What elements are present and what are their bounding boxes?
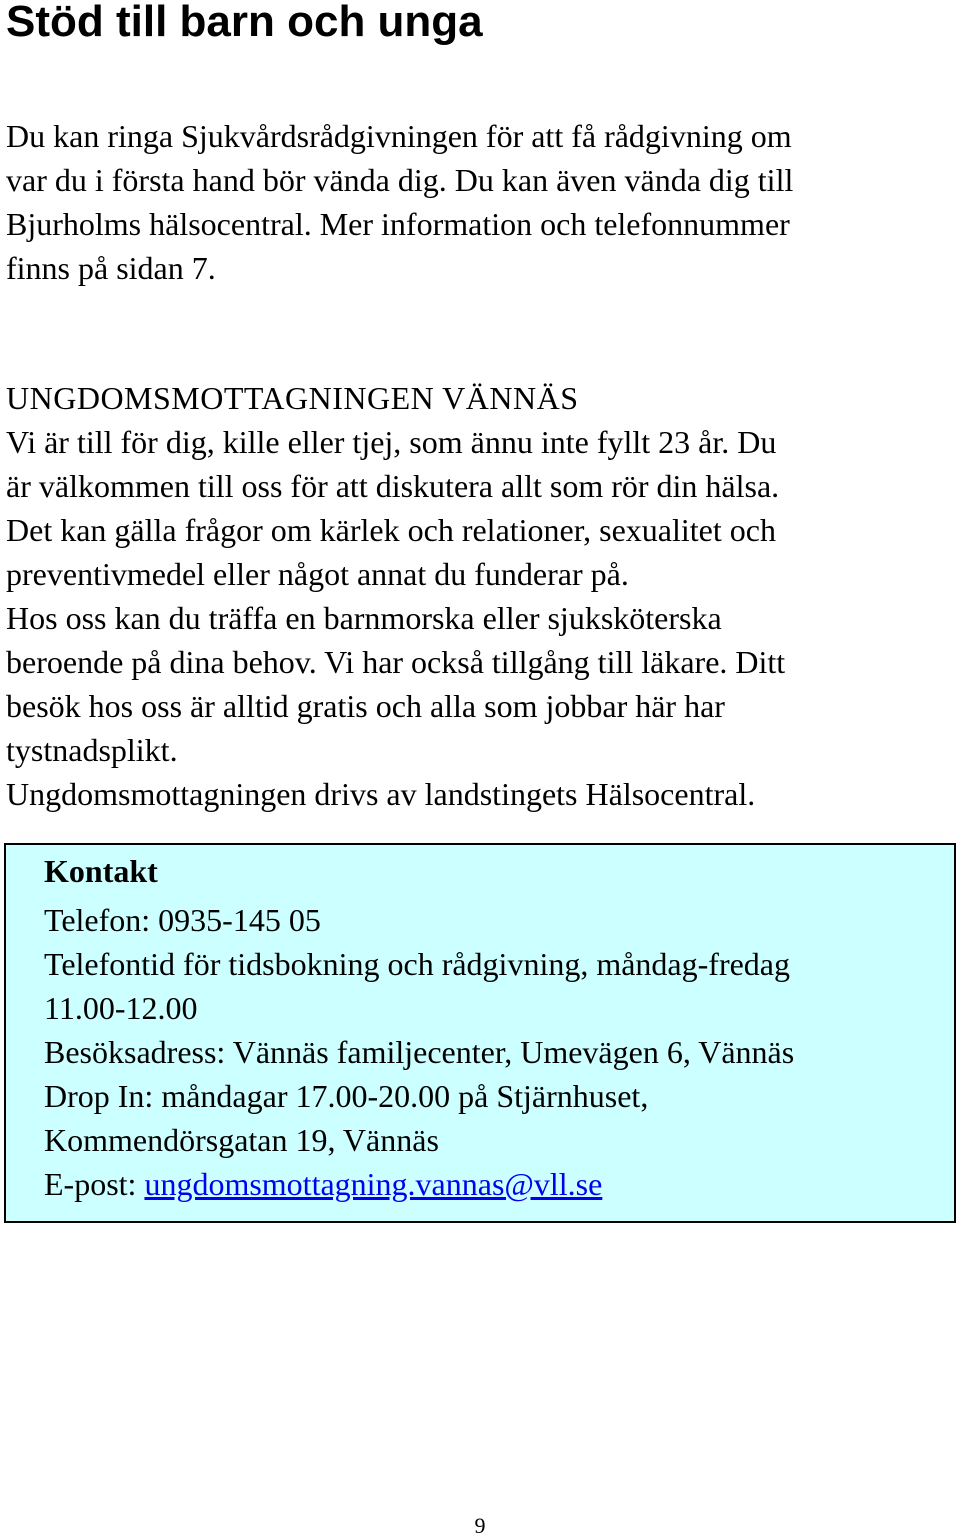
page-title: Stöd till barn och unga — [6, 0, 483, 46]
section-line: beroende på dina behov. Vi har också tillgång till läkare. Ditt — [6, 644, 786, 680]
intro-line: finns på sidan 7. — [6, 250, 216, 286]
contact-phone-hours-time: 11.00-12.00 — [44, 990, 198, 1026]
section-line: tystnadsplikt. — [6, 732, 178, 768]
contact-heading: Kontakt — [44, 853, 158, 889]
contact-details — [44, 849, 794, 1206]
contact-drop-in: Drop In: måndagar 17.00-20.00 på Stjärnhuset, — [44, 1078, 649, 1114]
intro-paragraph — [6, 114, 793, 290]
section-line: Ungdomsmottagningen drivs av landstingets Hälsocentral. — [6, 776, 756, 812]
contact-phone-hours: Telefontid för tidsbokning och rådgivning, måndag-fredag — [44, 946, 790, 982]
section-line: Vi är till för dig, kille eller tjej, som ännu inte fyllt 23 år. Du — [6, 424, 777, 460]
intro-line: Du kan ringa Sjukvårdsrådgivningen för att få rådgivning om — [6, 118, 792, 154]
section-heading: UNGDOMSMOTTAGNINGEN VÄNNÄS — [6, 380, 579, 416]
section-line: är välkommen till oss för att diskutera allt som rör din hälsa. — [6, 468, 780, 504]
section-line: Det kan gälla frågor om kärlek och relationer, sexualitet och — [6, 512, 776, 548]
contact-drop-in-address: Kommendörsgatan 19, Vännäs — [44, 1122, 439, 1158]
intro-line: Bjurholms hälsocentral. Mer information och telefonnummer — [6, 206, 790, 242]
ungdomsmottagningen-section — [6, 376, 785, 816]
page-number: 9 — [474, 1513, 486, 1538]
section-line: Hos oss kan du träffa en barnmorska eller sjuksköterska — [6, 600, 722, 636]
section-line: preventivmedel eller något annat du funderar på. — [6, 556, 629, 592]
contact-visit-address: Besöksadress: Vännäs familjecenter, Umevägen 6, Vännäs — [44, 1034, 795, 1070]
section-line: besök hos oss är alltid gratis och alla som jobbar här har — [6, 688, 725, 724]
intro-line: var du i första hand bör vända dig. Du kan även vända dig till — [6, 162, 794, 198]
contact-box — [4, 843, 956, 1223]
email-label: E-post: — [44, 1166, 145, 1202]
contact-email-row — [44, 1162, 794, 1206]
email-link[interactable]: ungdomsmottagning.vannas@vll.se — [144, 1166, 603, 1202]
contact-phone: Telefon: 0935-145 05 — [44, 902, 321, 938]
